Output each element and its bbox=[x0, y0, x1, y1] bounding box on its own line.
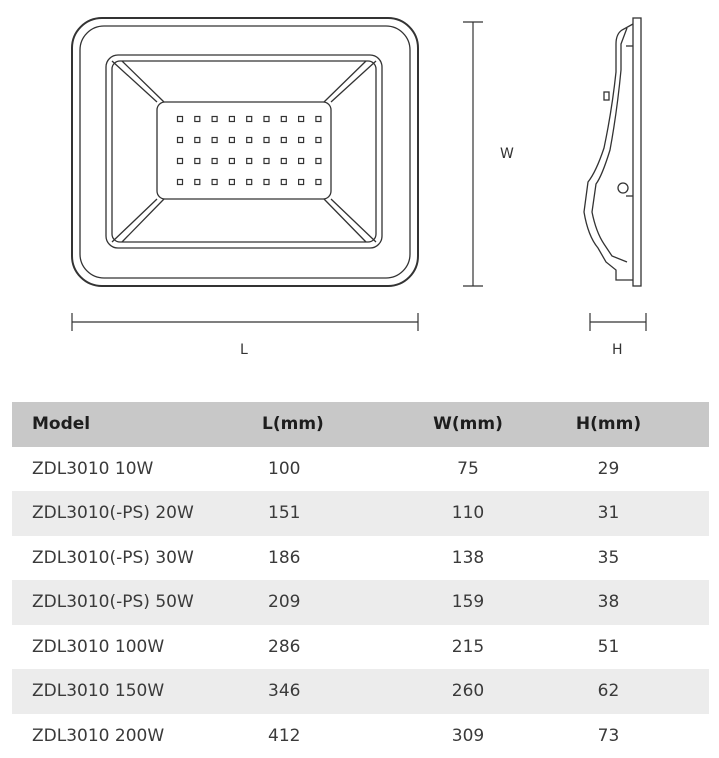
table-header-row bbox=[12, 402, 709, 447]
header-model: Model bbox=[12, 402, 252, 447]
led-chip bbox=[281, 138, 286, 143]
cell-length: 286 bbox=[252, 625, 388, 670]
inner-frame bbox=[80, 26, 410, 278]
led-chip bbox=[229, 117, 234, 122]
cell-model: ZDL3010 100W bbox=[12, 625, 252, 670]
led-chip bbox=[281, 180, 286, 185]
side-view bbox=[584, 18, 641, 286]
cell-height: 35 bbox=[548, 536, 709, 581]
cell-model: ZDL3010(-PS) 30W bbox=[12, 536, 252, 581]
cell-model: ZDL3010 10W bbox=[12, 447, 252, 492]
led-chip bbox=[229, 159, 234, 164]
cell-height: 31 bbox=[548, 491, 709, 536]
table-row bbox=[12, 625, 709, 670]
table-row bbox=[12, 491, 709, 536]
led-chip bbox=[195, 180, 200, 185]
led-grid bbox=[178, 117, 321, 185]
led-chip bbox=[229, 180, 234, 185]
cell-height: 73 bbox=[548, 714, 709, 758]
front-view bbox=[72, 18, 418, 286]
led-chip bbox=[299, 117, 304, 122]
led-chip bbox=[212, 180, 217, 185]
dimension-w-label: W bbox=[500, 146, 514, 162]
led-chip bbox=[316, 117, 321, 122]
dimension-w bbox=[463, 22, 483, 286]
led-chip bbox=[316, 159, 321, 164]
cell-height: 29 bbox=[548, 447, 709, 492]
dimension-l-label: L bbox=[240, 342, 248, 358]
cell-width: 110 bbox=[388, 491, 548, 536]
cell-width: 309 bbox=[388, 714, 548, 758]
led-chip bbox=[178, 138, 183, 143]
cell-height: 62 bbox=[548, 669, 709, 714]
led-chip bbox=[316, 138, 321, 143]
table-row bbox=[12, 714, 709, 758]
led-chip bbox=[195, 138, 200, 143]
led-chip bbox=[264, 117, 269, 122]
cell-width: 260 bbox=[388, 669, 548, 714]
led-chip bbox=[247, 138, 252, 143]
led-chip bbox=[299, 159, 304, 164]
table-row bbox=[12, 580, 709, 625]
led-chip bbox=[299, 180, 304, 185]
led-chip bbox=[281, 159, 286, 164]
side-view-mounting-hole bbox=[618, 183, 628, 193]
cell-length: 100 bbox=[252, 447, 388, 492]
led-chip bbox=[178, 180, 183, 185]
led-chip bbox=[212, 117, 217, 122]
led-chip bbox=[281, 117, 286, 122]
led-chip bbox=[195, 159, 200, 164]
cell-width: 215 bbox=[388, 625, 548, 670]
header-height: H(mm) bbox=[548, 402, 709, 447]
outer-frame bbox=[72, 18, 418, 286]
cell-length: 412 bbox=[252, 714, 388, 758]
header-length: L(mm) bbox=[252, 402, 388, 447]
cell-width: 159 bbox=[388, 580, 548, 625]
dimension-l bbox=[72, 313, 418, 331]
dimension-h-label: H bbox=[612, 342, 623, 358]
cell-model: ZDL3010 200W bbox=[12, 714, 252, 758]
led-chip bbox=[178, 117, 183, 122]
cell-height: 51 bbox=[548, 625, 709, 670]
led-chip bbox=[264, 159, 269, 164]
cell-width: 75 bbox=[388, 447, 548, 492]
led-chip bbox=[212, 159, 217, 164]
cell-length: 346 bbox=[252, 669, 388, 714]
led-chip bbox=[247, 159, 252, 164]
led-chip bbox=[229, 138, 234, 143]
table-row bbox=[12, 669, 709, 714]
led-chip bbox=[264, 180, 269, 185]
led-chip bbox=[195, 117, 200, 122]
dimensions-table bbox=[12, 402, 709, 758]
led-chip bbox=[316, 180, 321, 185]
table-row bbox=[12, 447, 709, 492]
cell-length: 209 bbox=[252, 580, 388, 625]
cell-model: ZDL3010 150W bbox=[12, 669, 252, 714]
led-chip bbox=[247, 117, 252, 122]
led-chip bbox=[212, 138, 217, 143]
dimension-h bbox=[590, 313, 646, 331]
cell-model: ZDL3010(-PS) 20W bbox=[12, 491, 252, 536]
led-chip bbox=[264, 138, 269, 143]
led-chip bbox=[247, 180, 252, 185]
cell-length: 186 bbox=[252, 536, 388, 581]
led-chip bbox=[178, 159, 183, 164]
led-chip bbox=[299, 138, 304, 143]
cell-height: 38 bbox=[548, 580, 709, 625]
reflector-outline bbox=[106, 55, 382, 248]
cell-model: ZDL3010(-PS) 50W bbox=[12, 580, 252, 625]
cell-length: 151 bbox=[252, 491, 388, 536]
reflector-inner bbox=[112, 61, 376, 242]
table-row bbox=[12, 536, 709, 581]
cell-width: 138 bbox=[388, 536, 548, 581]
led-board bbox=[157, 102, 331, 199]
header-width: W(mm) bbox=[388, 402, 548, 447]
